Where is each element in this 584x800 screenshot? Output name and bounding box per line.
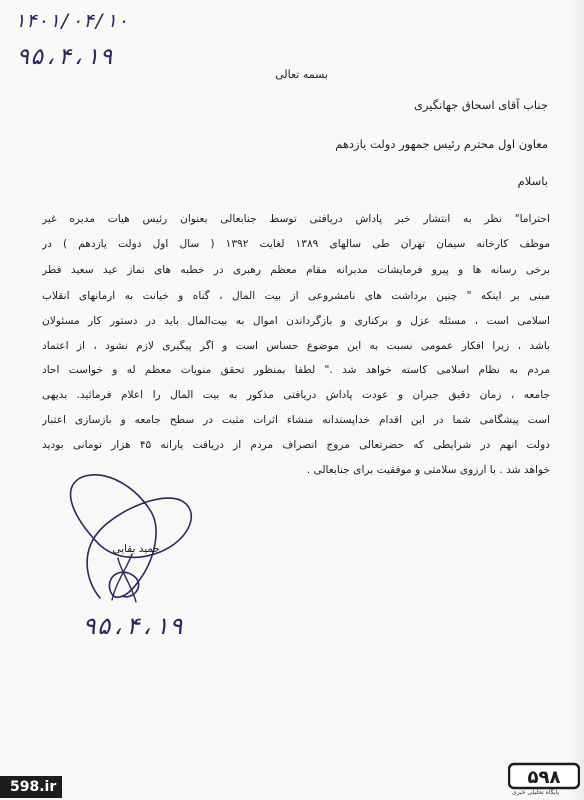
body-line: جامعه ، زمان دقیق جبران و عودت پاداش دریافتی مذکور به بیت المال را اعلام فرمائید. بدیهی: [42, 389, 550, 401]
site-label-text: 598.ir: [10, 779, 57, 795]
body-line: مردم به نظام اسلامی کاسته خواهد شد ." لطفاً بمنظور تحقق منویات معظم له و خواست آحاد: [42, 364, 550, 376]
body-line: خواهد شد . با آرزوی سلامتی و موفقیت برای جنابعالی .: [306, 464, 550, 476]
handwritten-date-bottom: ۹۵،۴،۱۹: [82, 612, 184, 640]
body-line: اسلامی است ، مسئله عزل و برکناری و بازگرداندن اموال به بیت‌المال باید در دستور کار مسئولان: [42, 315, 550, 327]
handwritten-date-top: ۱۴۰۱/۰۴/۱۰: [14, 10, 129, 32]
footer-bar: [0, 770, 584, 800]
body-line: مبنی بر اینکه " چنین برداشت های نامشروعی از بیت المال ، گناه و خیانت به آرمانهای انقلاب: [42, 290, 550, 302]
site-label[interactable]: [0, 776, 62, 798]
body-line: برخی رسانه ها و پیرو فرمایشات مدبرانه مقام معظم رهبری در خطبه های نماز عید سعید فطر: [42, 264, 550, 276]
body-line: موظف کارخانه سیمان تهران طی سالهای ۱۳۸۹ لغایت ۱۳۹۲ ( سال اول دولت یازدهم ) در: [42, 238, 550, 250]
letter-heading: بسمه تعالی: [275, 68, 328, 81]
page-edge-shadow: [570, 0, 584, 800]
greeting: باسلام: [517, 174, 548, 188]
site-logo-subtext: پایگاه تحلیلی خبری: [512, 789, 560, 796]
body-line: است پیشگامی شما در این اقدام خداپسندانه منشاء اثرات مثبت در سطح جامعه و بازسازی اعتبار: [42, 414, 550, 426]
body-line: دولت آنهم در شرایطی که حضرتعالی مروج انصراف مردم از دریافت یارانه ۴۵ هزار تومانی بودید: [42, 439, 550, 451]
body-line: احتراماً" نظر به انتشار خبر پاداش دریافتی توسط جنابعالی بعنوان رئیس هیات مدیره غیر: [42, 213, 550, 225]
body-line: باشد ، زیرا افکار عمومی نسبت به این موضوع حساس است و اگر پیگیری لازم نشود ، از اعتماد: [42, 340, 550, 352]
addressee-title: معاون اول محترم رئیس جمهور دولت یازدهم: [335, 137, 548, 151]
signatory-name: حمید بقایی: [112, 543, 160, 555]
site-logo-text: ۵۹۸: [527, 767, 561, 788]
handwritten-signature: [40, 470, 220, 610]
addressee-name: جناب آقای اسحاق جهانگیری: [413, 98, 548, 112]
handwritten-date-second: ۹۵،۴،۱۹: [16, 44, 113, 70]
